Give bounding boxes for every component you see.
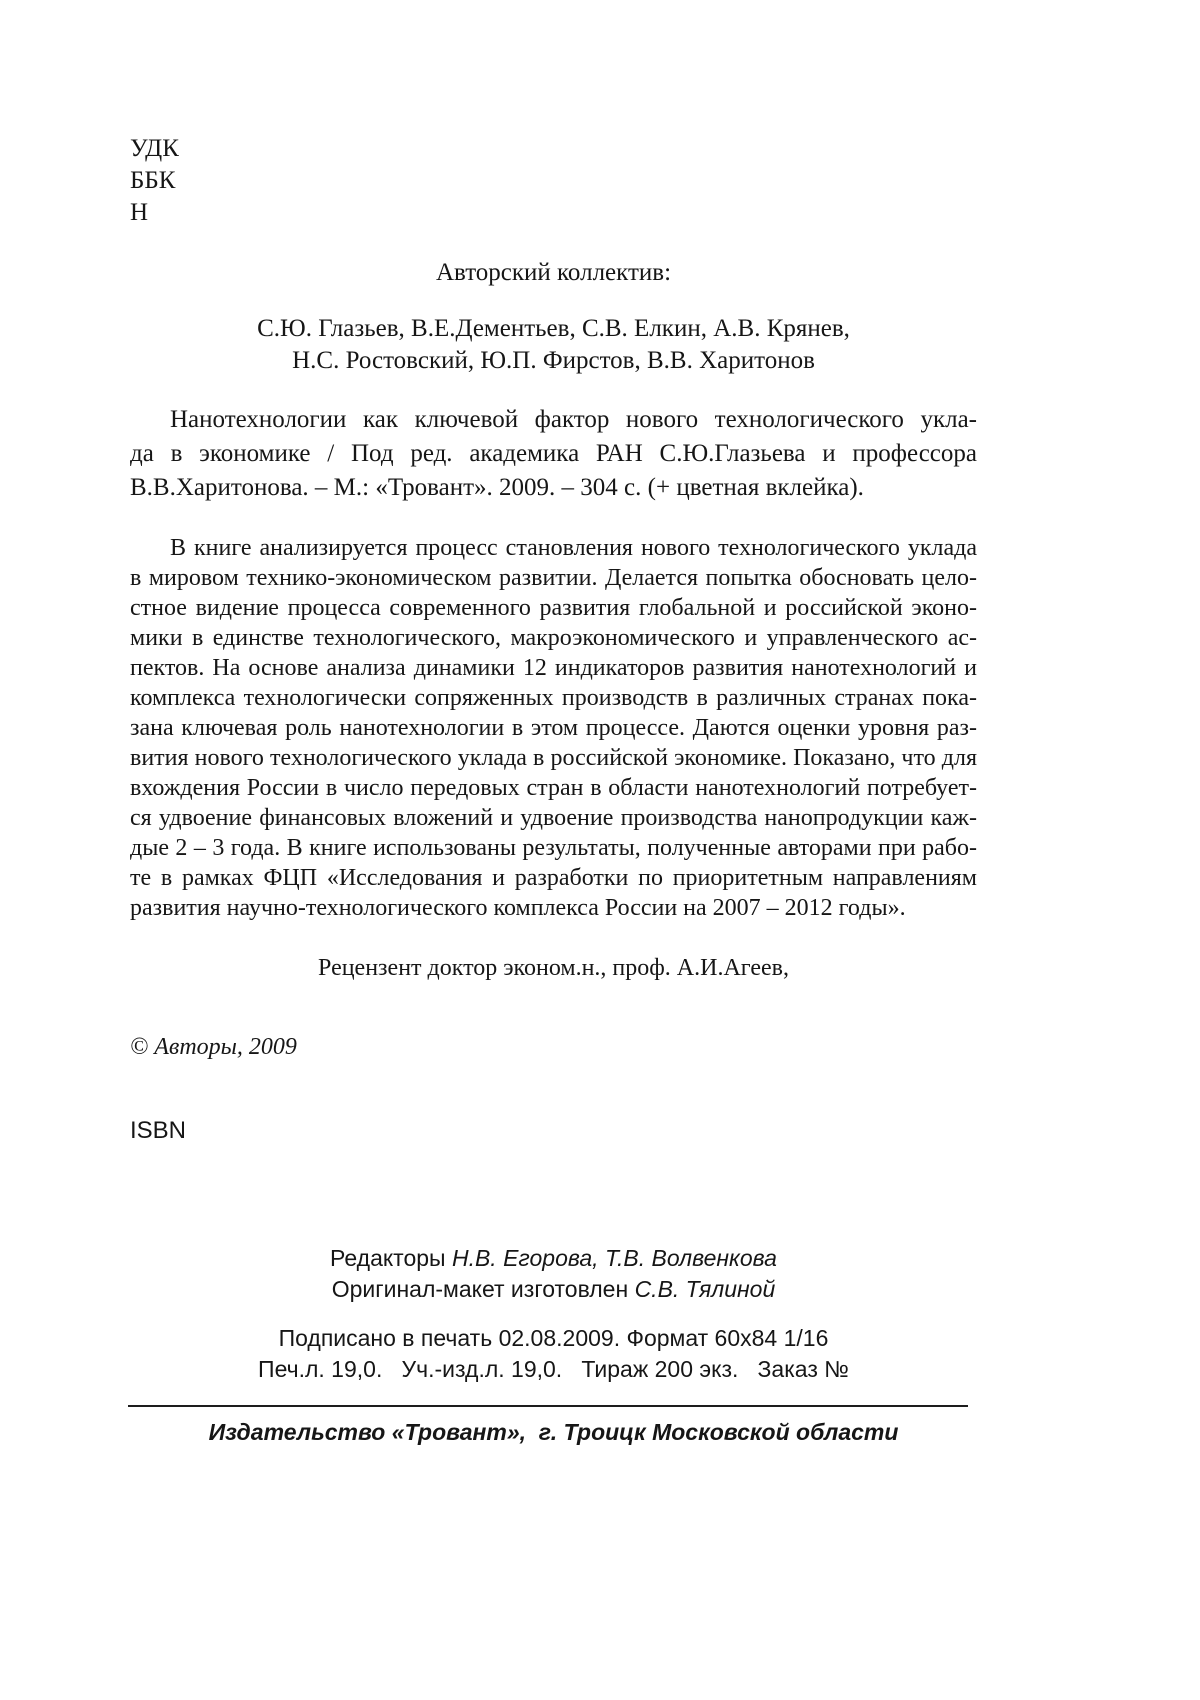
print-date-format-line: Подписано в печать 02.08.2009. Формат 60х84 1/16: [278, 1325, 829, 1351]
text-line: ся удвоение финансовых вложений и удвоение производства нанопродукции каж-: [130, 805, 977, 831]
print-sheets-circulation-line: Печ.л. 19,0. Уч.-изд.л. 19,0. Тираж 200 экз. Заказ №: [258, 1356, 849, 1382]
authors-heading: Авторский коллектив:: [435, 259, 672, 286]
text-line: В книге анализируется процесс становления нового технологического уклада: [170, 535, 977, 561]
n-label: Н: [130, 199, 149, 226]
editors-names: Н.В. Егорова, Т.В. Волвенкова: [451, 1245, 777, 1271]
text-line: Н.С. Ростовский, Ю.П. Фирстов, В.В. Харитонов: [292, 347, 815, 374]
text-line: да в экономике / Под ред. академика РАН С.Ю.Глазьева и профессора: [130, 440, 977, 467]
text-line: те в рамках ФЦП «Исследования и разработки по приоритетным направлениям: [130, 865, 977, 891]
reviewer-line: Рецензент доктор эконом.н., проф. А.И.Агеев,: [318, 955, 789, 981]
layout-name: С.В. Тялиной: [634, 1276, 776, 1302]
text-line: мики в единстве технологического, макроэкономического и управленческого ас-: [130, 625, 977, 651]
editors-block: [130, 1243, 977, 1305]
annotation-paragraph: [130, 533, 977, 923]
divider-rule: [128, 1405, 968, 1407]
bibliographic-record: [130, 403, 977, 505]
text-line: вития нового технологического уклада в российской экономике. Показано, что для: [130, 745, 977, 771]
text-line: развития научно-технологического комплекса России на 2007 – 2012 годы».: [130, 895, 906, 921]
editors-line: [130, 1243, 977, 1274]
text-line: пектов. На основе анализа динамики 12 индикаторов развития нанотехнологий и: [130, 655, 977, 681]
text-line: в мировом технико-экономическом развитии. Делается попытка обосновать цело-: [130, 565, 977, 591]
text-line: Нанотехнологии как ключевой фактор нового технологического укла-: [170, 406, 977, 433]
bbk-label: ББК: [130, 167, 176, 194]
isbn-label: ISBN: [130, 1117, 187, 1144]
text-line: комплекса технологически сопряженных производств в различных странах пока-: [130, 685, 977, 711]
editors-prefix: Редакторы: [330, 1245, 452, 1271]
udk-label: УДК: [130, 135, 179, 162]
text-line: дые 2 – 3 года. В книге использованы результаты, полученные авторами при рабо-: [130, 835, 977, 861]
copyright-line: © Авторы, 2009: [130, 1034, 297, 1060]
text-line: В.В.Харитонова. – М.: «Тровант». 2009. – 304 с. (+ цветная вклейка).: [130, 474, 864, 501]
text-line: зана ключевая роль нанотехнологии в этом процессе. Даются оценки уровня раз-: [130, 715, 977, 741]
text-line: стное видение процесса современного развития глобальной и российской эконо-: [130, 595, 977, 621]
classification-block: [130, 133, 977, 229]
text-line: С.Ю. Глазьев, В.Е.Дементьев, С.В. Елкин, А.В. Крянев,: [257, 315, 850, 342]
layout-line: [130, 1274, 977, 1305]
text-line: вхождения России в число передовых стран в области нанотехнологий потребует-: [130, 775, 977, 801]
print-info-block: [130, 1323, 977, 1385]
layout-prefix: Оригинал-макет изготовлен: [331, 1276, 635, 1302]
publisher-line: Издательство «Тровант», г. Троицк Московской области: [208, 1419, 899, 1445]
authors-list: [130, 313, 977, 377]
